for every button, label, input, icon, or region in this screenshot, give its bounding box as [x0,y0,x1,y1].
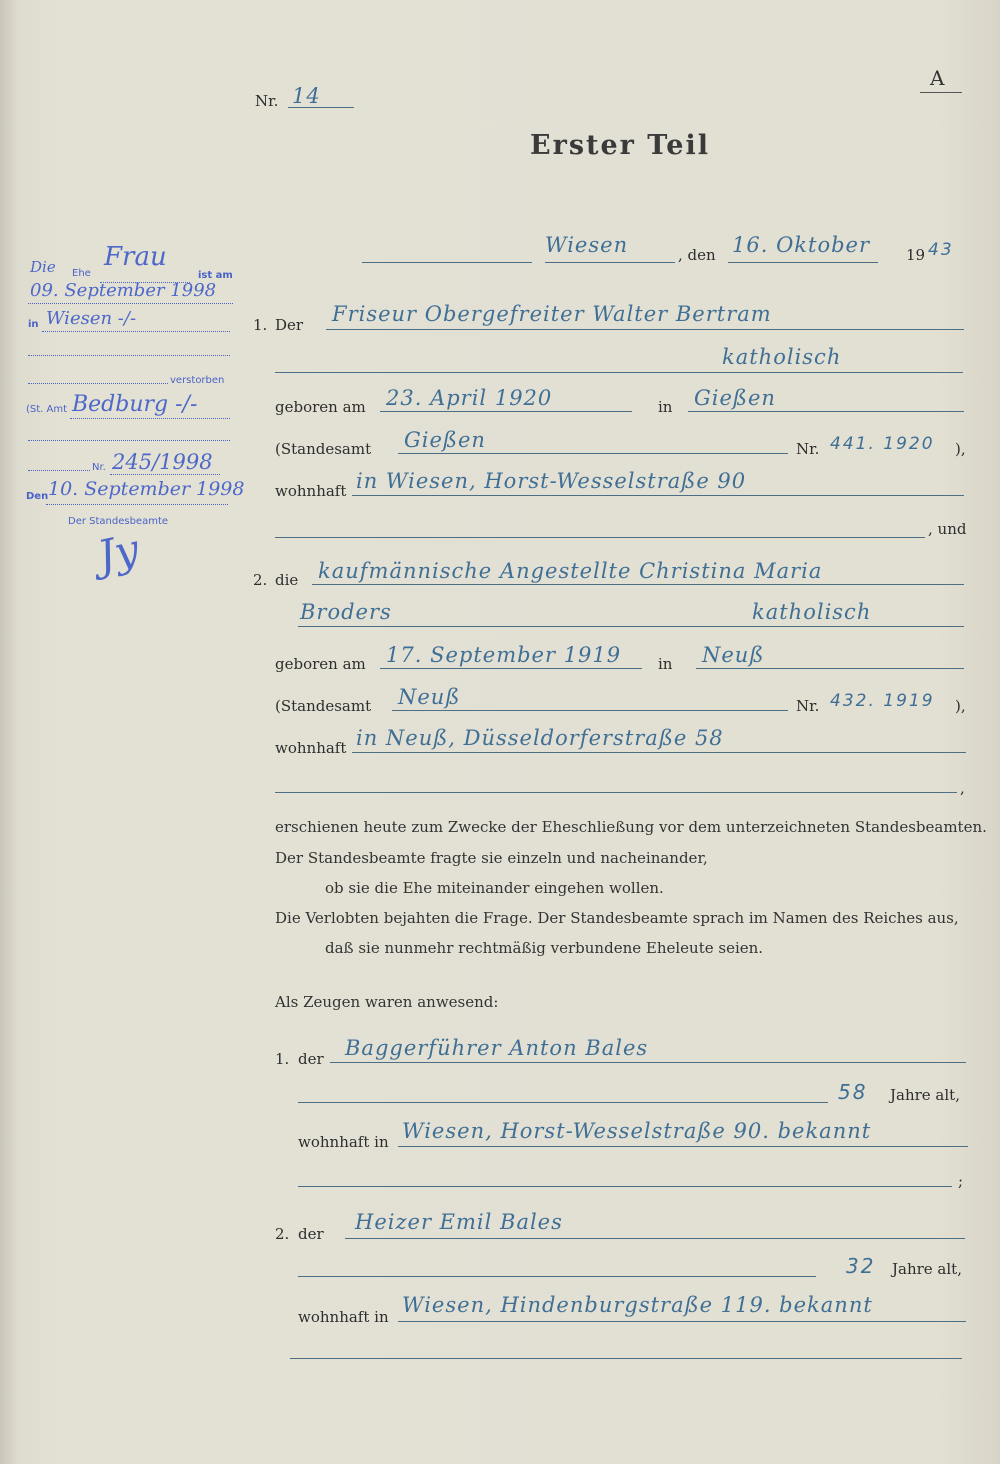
place-line [545,262,675,263]
number-line [288,107,354,108]
person1-name: Friseur Obergefreiter Walter Bertram [332,302,772,326]
witness1-age: 58 [838,1080,868,1104]
witness1-name: Baggerführer Anton Bales [345,1036,649,1060]
number-value: 14 [292,84,321,108]
stamp-st-amt-label: (St. Amt [26,404,68,415]
paragraph-line: Die Verlobten bejahten die Frage. Der Standesbeamte sprach im Namen des Reiches aus, [275,909,959,927]
witnesses-heading: Als Zeugen waren anwesend: [275,993,499,1011]
person2-die: die [275,571,299,589]
person1-birth-place-line [688,411,964,412]
person2-residence: in Neuß, Düsseldorferstraße 58 [356,726,724,750]
person2-number: 2. [253,571,268,589]
witness1-residence-line [398,1146,968,1147]
witness2-der: der [298,1225,324,1243]
person2-comma: , [960,779,965,797]
stamp-line [28,470,90,471]
stamp-nr-value: 245/1998 [112,450,213,474]
person1-nr-value: 441. 1920 [830,434,935,454]
person1-birth-date: 23. April 1920 [386,386,553,410]
place: Wiesen [545,233,629,257]
paragraph-line: ob sie die Ehe miteinander eingehen wollen. [325,879,664,897]
stamp-st-amt-value: Bedburg -/- [72,392,198,417]
person2-birth-place: Neuß [702,643,765,667]
year-suffix: 43 [928,240,954,260]
date: 16. Oktober [732,233,871,257]
person2-birth-date: 17. September 1919 [386,643,622,667]
stamp-date: 09. September 1998 [30,280,217,301]
person1-religion-line [275,372,963,373]
person2-religion: katholisch [752,600,872,624]
paragraph-line: daß sie nunmehr rechtmäßig verbundene Eheleute seien. [325,939,764,957]
witness2-residence: Wiesen, Hindenburgstraße 119. bekannt [402,1293,873,1317]
witness1-jahre-alt: Jahre alt, [890,1086,960,1104]
stamp-ehe-value: Frau [104,242,167,272]
person2-name-line [312,584,964,585]
stamp-in-value: Wiesen -/- [46,308,137,329]
person1-residence: in Wiesen, Horst-Wesselstraße 90 [356,469,747,493]
stamp-line [46,504,228,505]
person1-religion: katholisch [722,345,842,369]
person1-in-label: in [658,398,673,416]
person2-standesamt-line [392,710,788,711]
person1-der: Der [275,316,304,334]
witness2-age-line [298,1276,816,1277]
stamp-line [28,303,233,304]
witness1-wohnhaft: wohnhaft in [298,1133,389,1151]
stamp-signature: Jy [93,524,144,581]
stamp-line [110,474,220,475]
date-line [728,262,878,263]
person1-standesamt-label: (Standesamt [275,440,372,458]
person2-religion-line [298,626,964,627]
witness1-semicolon: ; [958,1172,964,1190]
person2-blank-line [275,792,957,793]
person1-birth-place: Gießen [694,386,776,410]
witness2-age: 32 [846,1254,876,1278]
stamp-ehe-label: Ehe [72,268,91,279]
den-label: , den [678,246,716,264]
stamp-line [28,440,230,441]
person2-nr-value: 432. 1919 [830,691,935,711]
stamp-ehe-prefix: Die [30,258,56,276]
person2-in-label: in [658,655,673,673]
witness2-residence-line [398,1321,966,1322]
person2-name-line1: kaufmännische Angestellte Christina Maria [318,559,823,583]
person2-nr-label: Nr. [796,697,820,715]
stamp-nr-label: Nr. [92,462,106,473]
person1-residence-line [352,495,964,496]
person1-nr-label: Nr. [796,440,820,458]
witness2-name: Heizer Emil Bales [355,1210,563,1234]
person2-standesamt: Neuß [398,685,461,709]
witness1-residence: Wiesen, Horst-Wesselstraße 90. bekannt [402,1119,872,1143]
stamp-verstorben: verstorben [170,375,225,386]
person1-geboren-am: geboren am [275,398,366,416]
number-label: Nr. [255,92,279,110]
witness1-blank-line [298,1186,952,1187]
person2-name-line2: Broders [300,600,392,624]
person1-standesamt: Gießen [404,428,486,452]
witness2-name-line [345,1238,965,1239]
witness2-wohnhaft: wohnhaft in [298,1308,389,1326]
person2-nr-close: ), [955,697,966,715]
stamp-den-value: 10. September 1998 [48,478,245,500]
stamp-in-label: in [28,319,39,330]
person1-number: 1. [253,316,268,334]
person2-standesamt-label: (Standesamt [275,697,372,715]
witness1-number: 1. [275,1050,290,1068]
stamp-line [28,355,230,356]
person1-blank-line [275,537,925,538]
stamp-line [42,331,230,332]
witness2-blank-line [290,1358,962,1359]
person1-und: , und [928,520,967,538]
person1-nr-close: ), [955,440,966,458]
place-line-left [362,262,532,263]
corner-underline [920,92,962,93]
person2-birth-place-line [696,668,964,669]
witness2-jahre-alt: Jahre alt, [892,1260,962,1278]
paragraph-line: Der Standesbeamte fragte sie einzeln und nacheinander, [275,849,708,867]
stamp-ist-am: ist am [198,270,233,281]
person1-wohnhaft: wohnhaft [275,482,347,500]
stamp-line [70,418,230,419]
person2-birth-date-line [380,668,642,669]
person2-geboren-am: geboren am [275,655,366,673]
witness1-age-line [298,1102,828,1103]
paragraph-line: erschienen heute zum Zwecke der Eheschließung vor dem unterzeichneten Standesbeamten. [275,818,987,836]
person1-standesamt-line [398,453,788,454]
stamp-den-label: Den [26,491,49,502]
page-title: Erster Teil [530,130,710,161]
year-prefix: 19 [906,246,926,264]
witness1-der: der [298,1050,324,1068]
person1-name-line [326,329,964,330]
corner-label: A [930,66,945,90]
person1-birth-date-line [380,411,632,412]
witness2-number: 2. [275,1225,290,1243]
witness1-name-line [330,1062,966,1063]
stamp-line [28,383,168,384]
person2-wohnhaft: wohnhaft [275,739,347,757]
person2-residence-line [352,752,966,753]
stamp-standesbeamte: Der Standesbeamte [68,516,169,527]
